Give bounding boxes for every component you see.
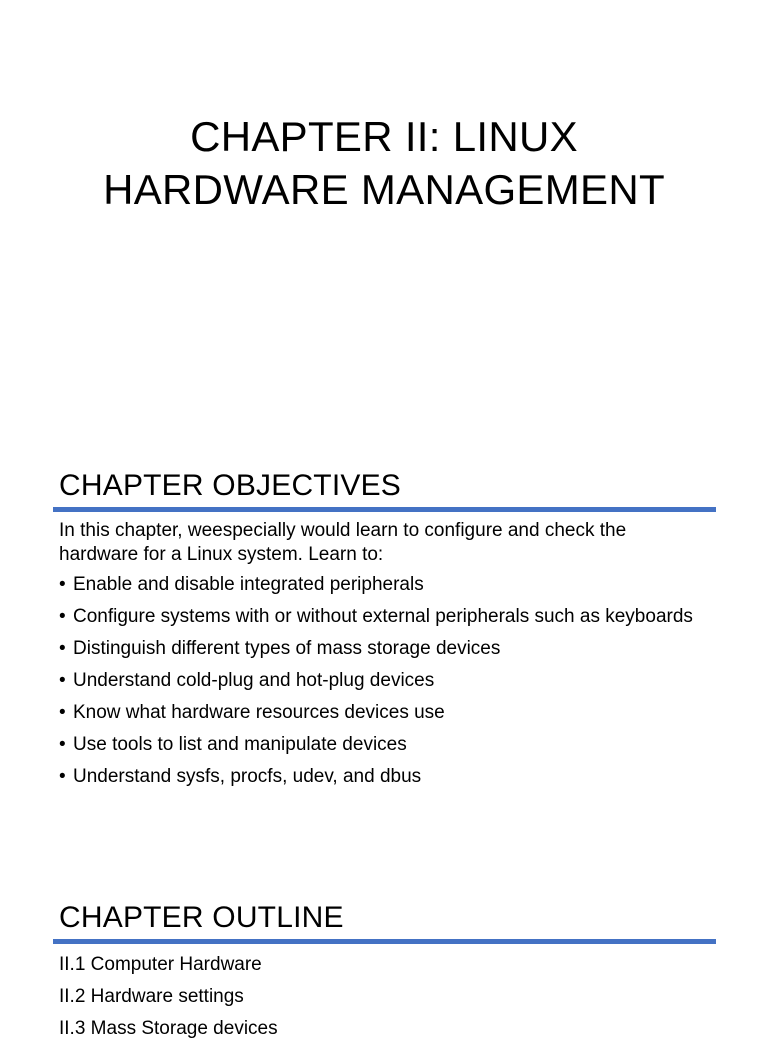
title-slide <box>0 0 768 432</box>
objective-bullet-item <box>59 701 709 725</box>
outline-item: II.2 Hardware settings <box>59 986 244 1007</box>
objective-bullet-item <box>59 573 709 597</box>
objective-bullet-text: Understand sysfs, procfs, udev, and dbus <box>73 766 422 787</box>
objectives-heading: CHAPTER OBJECTIVES <box>59 469 401 502</box>
bullet-dot-icon: • <box>59 734 66 755</box>
objective-bullet-text: Know what hardware resources devices use <box>73 702 445 723</box>
outline-list <box>59 953 709 1049</box>
outline-item: II.1 Computer Hardware <box>59 954 262 975</box>
bullet-dot-icon: • <box>59 766 66 787</box>
objective-bullet-item <box>59 637 709 661</box>
objective-bullet-item <box>59 605 709 629</box>
objective-bullet-text: Configure systems with or without external peripherals such as keyboards <box>73 606 693 627</box>
bullet-dot-icon: • <box>59 638 66 659</box>
objectives-slide <box>0 440 768 880</box>
objective-bullet-item <box>59 733 709 757</box>
objectives-intro: In this chapter, weespecially would learn to configure and check the hardware for a Linux system. Learn to: <box>59 520 627 565</box>
bullet-dot-icon: • <box>59 606 66 627</box>
bullet-dot-icon: • <box>59 670 66 691</box>
objective-bullet-text: Distinguish different types of mass storage devices <box>73 638 501 659</box>
objective-bullet-text: Use tools to list and manipulate devices <box>73 734 407 755</box>
objectives-bullet-list <box>59 573 709 789</box>
bullet-dot-icon: • <box>59 574 66 595</box>
objective-bullet-text: Understand cold-plug and hot-plug devices <box>73 670 435 691</box>
objectives-heading-rule <box>53 507 716 512</box>
objective-bullet-item <box>59 669 709 693</box>
objectives-body <box>59 519 709 797</box>
outline-item: II.3 Mass Storage devices <box>59 1018 278 1039</box>
objective-bullet-item <box>59 765 709 789</box>
title-line-2: HARDWARE MANAGEMENT <box>103 166 665 213</box>
objective-bullet-text: Enable and disable integrated peripherals <box>73 574 424 595</box>
outline-slide <box>0 880 768 1039</box>
slide-title <box>0 110 768 216</box>
bullet-dot-icon: • <box>59 702 66 723</box>
outline-heading: CHAPTER OUTLINE <box>59 901 344 934</box>
title-line-1: CHAPTER II: LINUX <box>190 113 578 160</box>
outline-heading-rule <box>53 939 716 944</box>
